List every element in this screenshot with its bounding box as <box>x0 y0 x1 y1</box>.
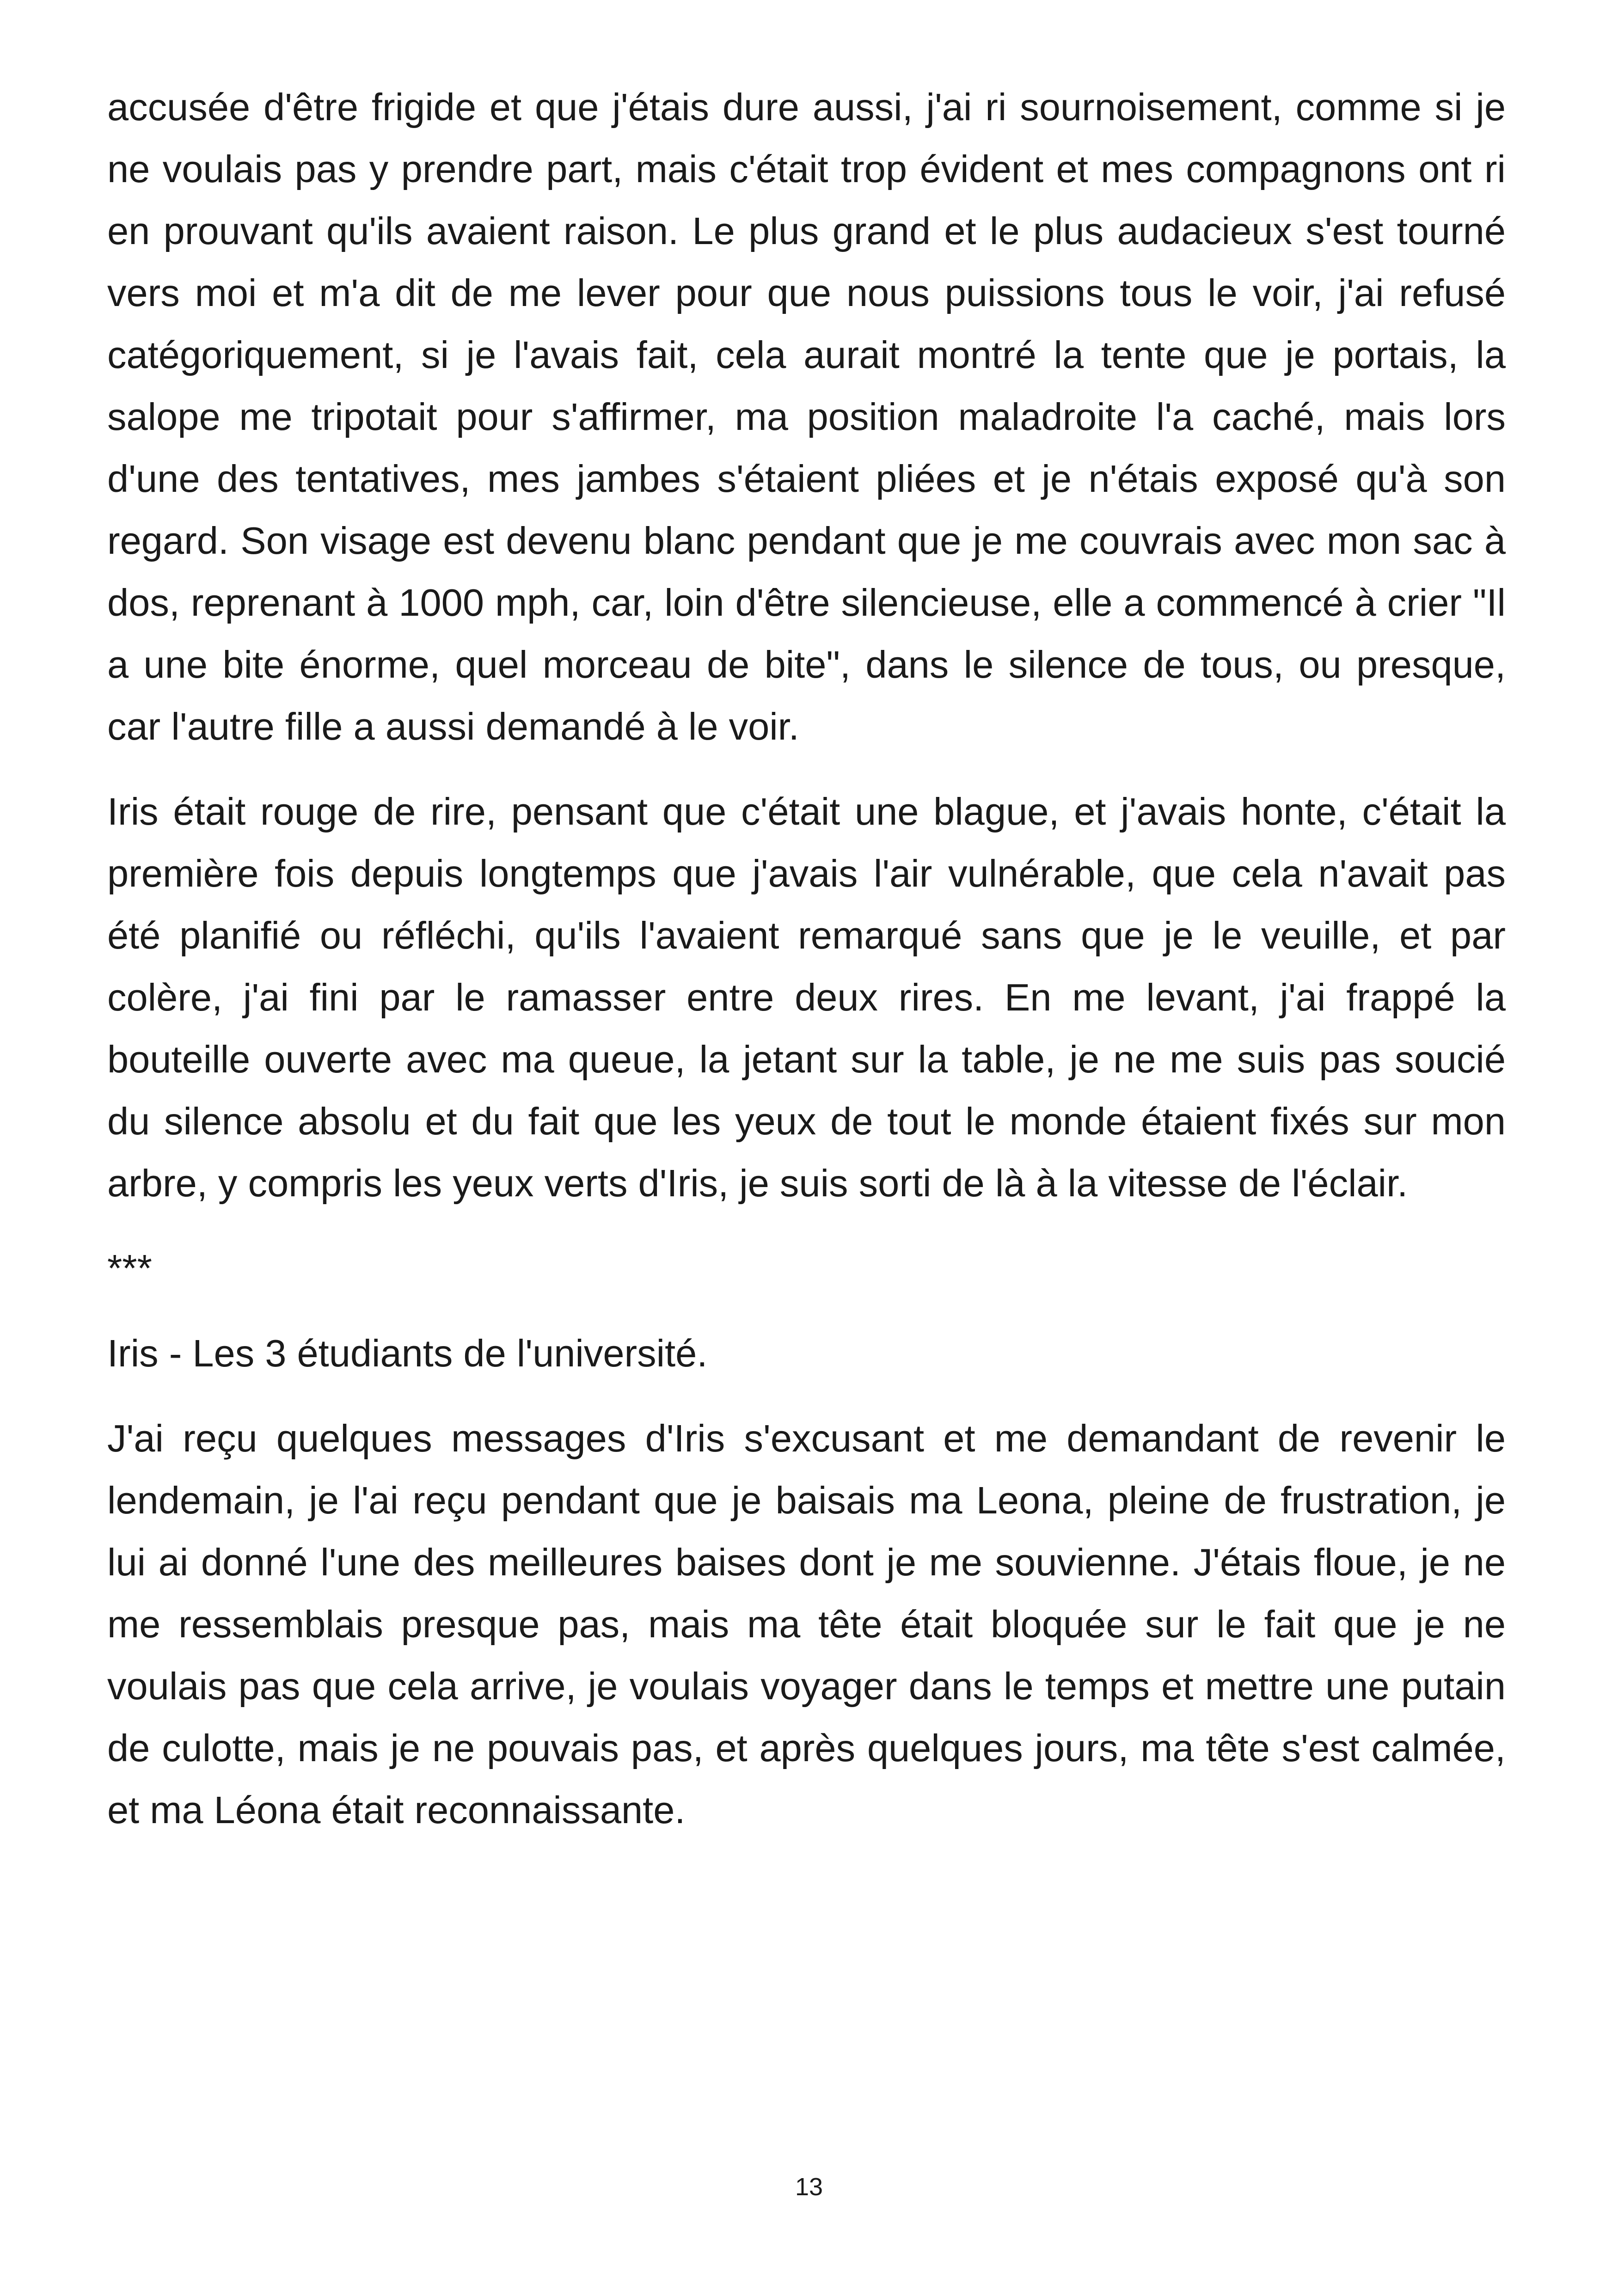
section-heading: Iris - Les 3 étudiants de l'université. <box>107 1332 708 1375</box>
section-separator: *** <box>107 1247 152 1290</box>
page-number: 13 <box>795 2173 823 2201</box>
body-text <box>107 76 1506 1864</box>
paragraph-1: accusée d'être frigide et que j'étais dure aussi, j'ai ri sournoisement, comme si je ne voulais pas y prendre part, mais c'était trop évident et mes compagnons ont ri en prouvant qu'ils avaient raison. Le plus grand et le plus audacieux s'est tourné vers moi et m'a dit de me lever pour que nous puissions tous le voir, j'ai refusé catégoriquement, si je l'avais fait, cela aurait montré la tente que je portais, la salope me tripotait pour s'affirmer, ma position maladroite l'a caché, mais lors d'une des tentatives, mes jambes s'étaient pliées et je n'étais exposé qu'à son regard. Son visage est devenu blanc pendant que je me couvrais avec mon sac à dos, reprenant à 1000 mph, car, loin d'être silencieuse, elle a commencé à crier "Il a une bite énorme, quel morceau de bite", dans le silence de tous, ou presque, car l'autre fille a aussi demandé à le voir. <box>107 86 1506 748</box>
paragraph-3: J'ai reçu quelques messages d'Iris s'excusant et me demandant de revenir le lendemain, je l'ai reçu pendant que je baisais ma Leona, pleine de frustration, je lui ai donné l'une des meilleures baises dont je me souvienne. J'étais floue, je ne me ressemblais presque pas, mais ma tête était bloquée sur le fait que je ne voulais pas que cela arrive, je voulais voyager dans le temps et mettre une putain de culotte, mais je ne pouvais pas, et après quelques jours, ma tête s'est calmée, et ma Léona était reconnaissante. <box>107 1417 1506 1831</box>
paragraph-2: Iris était rouge de rire, pensant que c'était une blague, et j'avais honte, c'était la première fois depuis longtemps que j'avais l'air vulnérable, que cela n'avait pas été planifié ou réfléchi, qu'ils l'avaient remarqué sans que je le veuille, et par colère, j'ai fini par le ramasser entre deux rires. En me levant, j'ai frappé la bouteille ouverte avec ma queue, la jetant sur la table, je ne me suis pas soucié du silence absolu et du fait que les yeux de tout le monde étaient fixés sur mon arbre, y compris les yeux verts d'Iris, je suis sorti de là à la vitesse de l'éclair. <box>107 790 1506 1205</box>
